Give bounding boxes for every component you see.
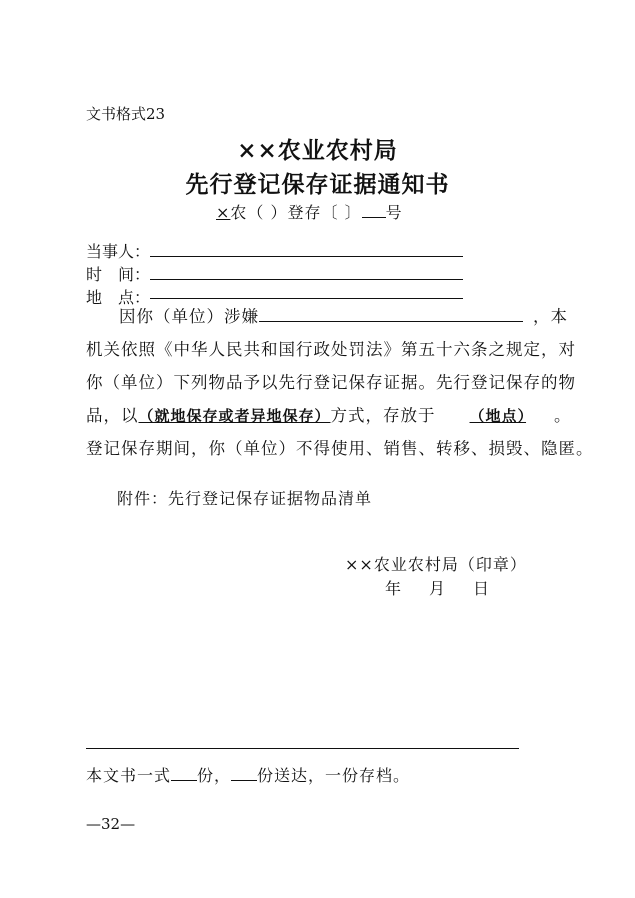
time-label: 时 间： — [86, 265, 151, 284]
signature-date — [385, 576, 517, 599]
body-line-4 — [86, 402, 572, 426]
doc-number-prefix: × — [216, 203, 231, 222]
document-title: 先行登记保存证据通知书 — [185, 171, 450, 198]
copies-total-blank — [171, 766, 197, 781]
copies-note — [86, 763, 410, 786]
copies-note-start: 本文书一式 — [86, 766, 172, 785]
doc-number-suffix: 号 — [385, 203, 403, 222]
page-number: —32— — [86, 815, 136, 833]
place-label: 地 点： — [86, 288, 151, 307]
body-line-1-end: ，本 — [533, 307, 568, 326]
body-line-2: 机关依照《中华人民共和国行政处罚法》第五十六条之规定，对 — [86, 340, 576, 359]
body-line-4-start: 品，以 — [86, 406, 139, 425]
date-month: 月 — [429, 579, 446, 598]
storage-method-text: （就地保存或者异地保存） — [138, 407, 331, 425]
party-label: 当事人： — [86, 242, 151, 261]
document-number — [216, 200, 403, 223]
copies-note-mid: 份， — [197, 766, 232, 785]
signature-org: ××农业农村局（印章） — [345, 555, 527, 574]
body-line-4-end: 。 — [554, 406, 572, 425]
party-blank-line — [150, 256, 463, 257]
time-blank-line — [150, 279, 463, 280]
storage-place-text: （地点） — [469, 407, 527, 425]
attachment-note: 附件：先行登记保存证据物品清单 — [117, 489, 373, 508]
date-year: 年 — [385, 579, 402, 598]
body-line-1 — [119, 303, 568, 327]
body-line-5: 登记保存期间，你（单位）不得使用、销售、转移、损毁、隐匿。 — [86, 439, 594, 458]
body-line-1-start: 因你（单位）涉嫌 — [119, 307, 259, 326]
body-line-3: 你（单位）下列物品予以先行登记保存证据。先行登记保存的物 — [86, 373, 576, 392]
form-number: 文书格式23 — [86, 105, 166, 123]
suspicion-blank-line — [259, 307, 523, 322]
doc-number-blank — [362, 203, 386, 218]
date-day: 日 — [473, 579, 490, 598]
body-line-4-mid: 方式，存放于 — [330, 406, 436, 425]
document-title-agency: ××农业农村局 — [237, 137, 398, 164]
place-blank-line — [150, 298, 463, 299]
doc-number-body: 农（ ）登存〔 〕 — [230, 203, 362, 222]
footer-divider — [86, 748, 519, 749]
copies-note-end: 份送达，一份存档。 — [257, 766, 411, 785]
copies-served-blank — [231, 766, 257, 781]
